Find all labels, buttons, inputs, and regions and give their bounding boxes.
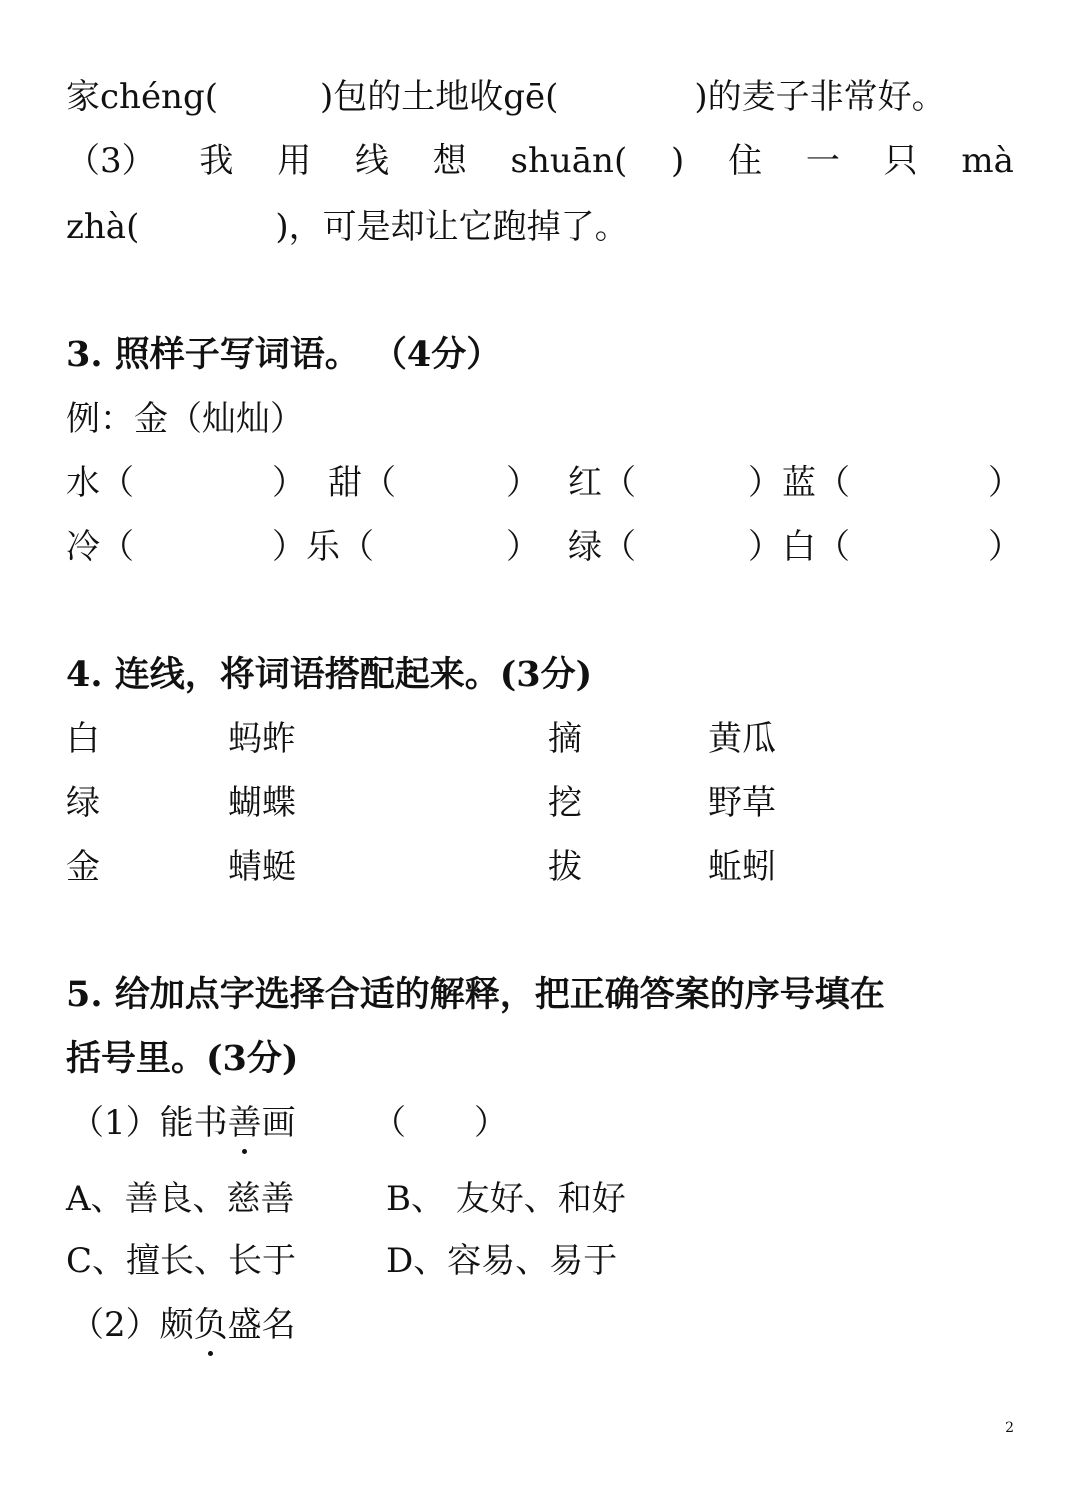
q4-right-noun: 野草 bbox=[708, 783, 776, 823]
q3-word-lv: 绿（ bbox=[568, 527, 636, 567]
q4-right-noun: 黄瓜 bbox=[708, 719, 776, 759]
q5-option-c: C、擅长、长于 bbox=[66, 1241, 297, 1281]
q4-left-noun: 蜻蜓 bbox=[228, 847, 296, 887]
q4-right-verb: 挖 bbox=[548, 783, 582, 823]
q5-item-1-pre: （1）能书 bbox=[70, 1103, 228, 1143]
q4-left-word: 白 bbox=[66, 719, 100, 759]
q2-pinyin-shuan: shuān( bbox=[510, 141, 628, 181]
q2-item-number: （3） bbox=[66, 141, 156, 181]
q3-word-leng: 冷（ bbox=[66, 527, 134, 567]
q3-title: 3. 照样子写词语。 （4分） bbox=[66, 334, 502, 375]
q2-char: 只 bbox=[883, 141, 918, 181]
q3-paren: ） bbox=[506, 527, 540, 567]
q3-word-bai: ）白（ bbox=[748, 527, 850, 567]
q3-paren: ） bbox=[272, 463, 306, 503]
q5-item-2-dotted-char: 负 bbox=[194, 1300, 228, 1350]
q3-paren: ） bbox=[988, 527, 1022, 567]
q5-option-a: A、善良、慈善 bbox=[66, 1179, 295, 1219]
q5-item-1-post: 画 bbox=[261, 1103, 296, 1143]
q2-char: 我 bbox=[199, 141, 234, 181]
q5-options-row-2 bbox=[66, 1236, 1014, 1286]
q4-right-verb: 拔 bbox=[548, 847, 582, 887]
q3-word-shui: 水（ bbox=[66, 463, 134, 503]
q2-line-2 bbox=[66, 136, 1014, 186]
q5-item-1-text bbox=[70, 1098, 296, 1148]
q3-word-lan: ）蓝（ bbox=[748, 463, 850, 503]
q5-title-line-2: 括号里。(3分) bbox=[66, 1038, 299, 1079]
q3-word-le: ）乐（ bbox=[272, 527, 374, 567]
q5-item-2-pre: （2）颇 bbox=[70, 1305, 194, 1345]
q4-row-1 bbox=[66, 714, 1014, 764]
q5-option-b: B、 友好、和好 bbox=[386, 1179, 626, 1219]
q5-item-1-dotted-char: 善 bbox=[228, 1098, 262, 1148]
q3-word-hong: 红（ bbox=[568, 463, 636, 503]
q4-row-2 bbox=[66, 778, 1014, 828]
q3-paren: ） bbox=[506, 463, 540, 503]
q2-line-3: zhà( )，可是却让它跑掉了。 bbox=[66, 207, 629, 247]
q4-right-verb: 摘 bbox=[548, 719, 582, 759]
q5-option-d: D、容易、易于 bbox=[386, 1241, 618, 1281]
q2-char: 想 bbox=[432, 141, 467, 181]
q4-right-noun: 蚯蚓 bbox=[708, 847, 776, 887]
q3-paren: ） bbox=[988, 463, 1022, 503]
q5-item-2-post: 盛名 bbox=[227, 1305, 296, 1345]
q3-row-1 bbox=[66, 458, 1022, 508]
q3-word-tian: 甜（ bbox=[328, 463, 396, 503]
q4-left-word: 金 bbox=[66, 847, 100, 887]
q5-options-row-1 bbox=[66, 1174, 1014, 1224]
q4-left-noun: 蝴蝶 bbox=[228, 783, 296, 823]
q2-char: 用 bbox=[277, 141, 312, 181]
q4-row-3 bbox=[66, 842, 1014, 892]
q4-left-noun: 蚂蚱 bbox=[228, 719, 296, 759]
q5-item-1 bbox=[66, 1098, 1014, 1148]
page-number: 2 bbox=[1005, 1420, 1014, 1436]
q2-pinyin-ma: mà bbox=[961, 141, 1014, 181]
q2-blank-close: ) bbox=[671, 141, 685, 181]
q3-example: 例：金（灿灿） bbox=[66, 399, 304, 439]
q5-item-2 bbox=[66, 1300, 296, 1350]
q4-title: 4. 连线，将词语搭配起来。(3分) bbox=[66, 654, 593, 695]
q3-row-2 bbox=[66, 522, 1022, 572]
q2-char: 一 bbox=[805, 141, 840, 181]
q5-title-line-1: 5. 给加点字选择合适的解释，把正确答案的序号填在 bbox=[66, 974, 885, 1015]
q4-left-word: 绿 bbox=[66, 783, 100, 823]
q5-item-1-answer-blank: （ ） bbox=[372, 1103, 508, 1143]
q2-char: 住 bbox=[728, 141, 763, 181]
q2-line-1: 家chéng( )包的土地收gē( )的麦子非常好。 bbox=[66, 77, 946, 117]
q2-char: 线 bbox=[354, 141, 389, 181]
